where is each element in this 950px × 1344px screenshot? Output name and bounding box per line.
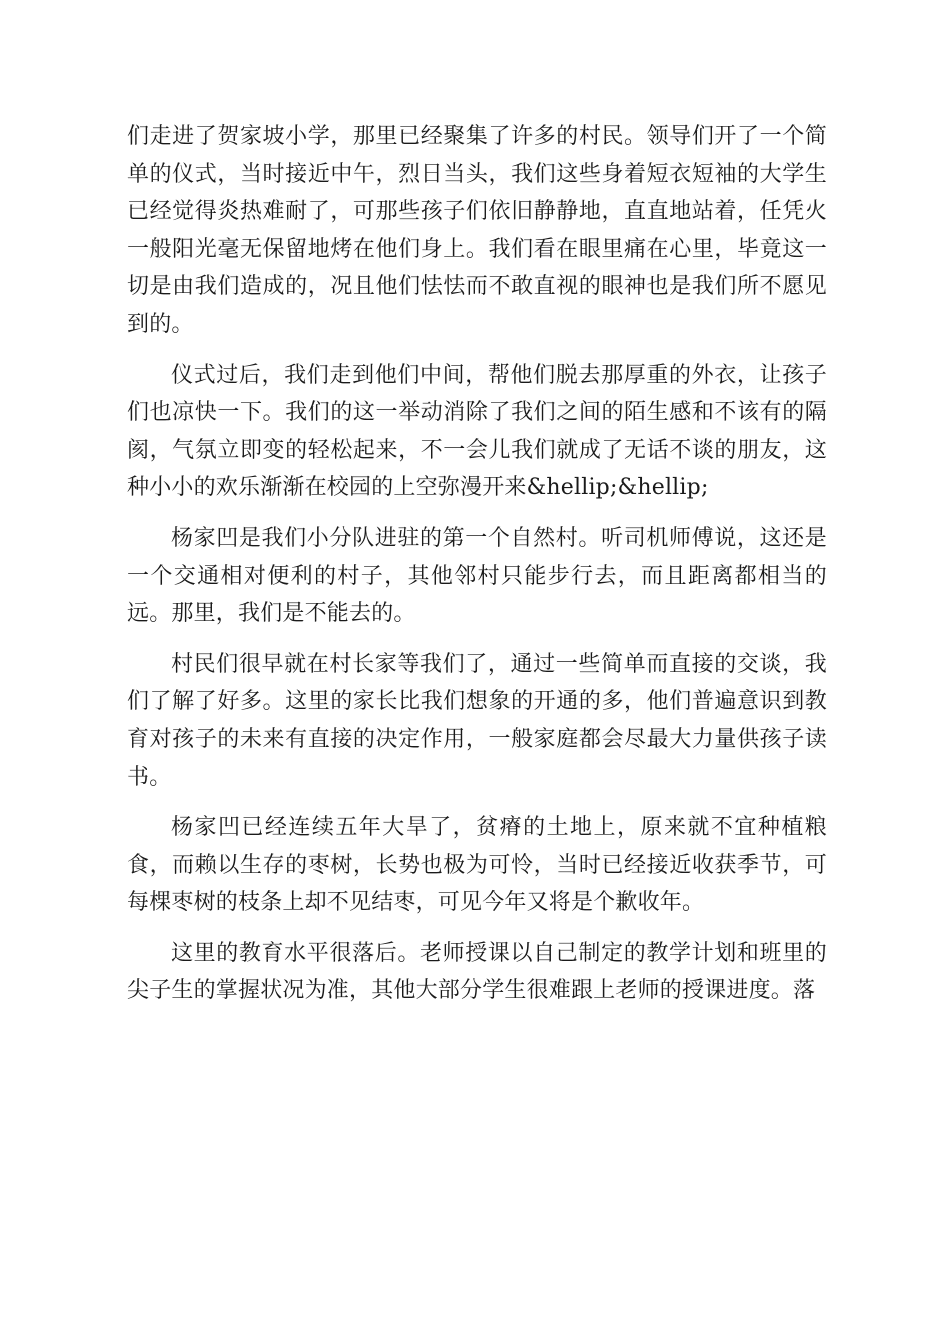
paragraph: 这里的教育水平很落后。老师授课以自己制定的教学计划和班里的尖子生的掌握状况为准，其他大部分学生很难跟上老师的授课进度。落 — [127, 940, 827, 1004]
document-body — [127, 118, 827, 1023]
paragraph: 仪式过后，我们走到他们中间，帮他们脱去那厚重的外衣，让孩子们也凉快一下。我们的这一举动消除了我们之间的陌生感和不该有的隔阂，气氛立即变的轻松起来，不一会儿我们就成了无话不谈的朋友，这种小小的欢乐渐渐在校园的上空弥漫开来&hellip;&hellip; — [127, 362, 827, 501]
paragraph: 村民们很早就在村长家等我们了，通过一些简单而直接的交谈，我们了解了好多。这里的家长比我们想象的开通的多，他们普遍意识到教育对孩子的未来有直接的决定作用，一般家庭都会尽最大力量供孩子读书。 — [127, 651, 827, 790]
paragraph: 杨家凹已经连续五年大旱了，贫瘠的土地上，原来就不宜种植粮食，而赖以生存的枣树，长势也极为可怜，当时已经接近收获季节，可每棵枣树的枝条上却不见结枣，可见今年又将是个歉收年。 — [127, 815, 827, 916]
paragraph-continued: 们走进了贺家坡小学，那里已经聚集了许多的村民。领导们开了一个简单的仪式，当时接近中午，烈日当头，我们这些身着短衣短袖的大学生已经觉得炎热难耐了，可那些孩子们依旧静静地，直直地站着，任凭火一般阳光毫无保留地烤在他们身上。我们看在眼里痛在心里，毕竟这一切是由我们造成的，况且他们怯怯而不敢直视的眼神也是我们所不愿见到的。 — [127, 124, 827, 337]
paragraph: 杨家凹是我们小分队进驻的第一个自然村。听司机师傅说，这还是一个交通相对便利的村子，其他邻村只能步行去，而且距离都相当的远。那里，我们是不能去的。 — [127, 525, 827, 627]
